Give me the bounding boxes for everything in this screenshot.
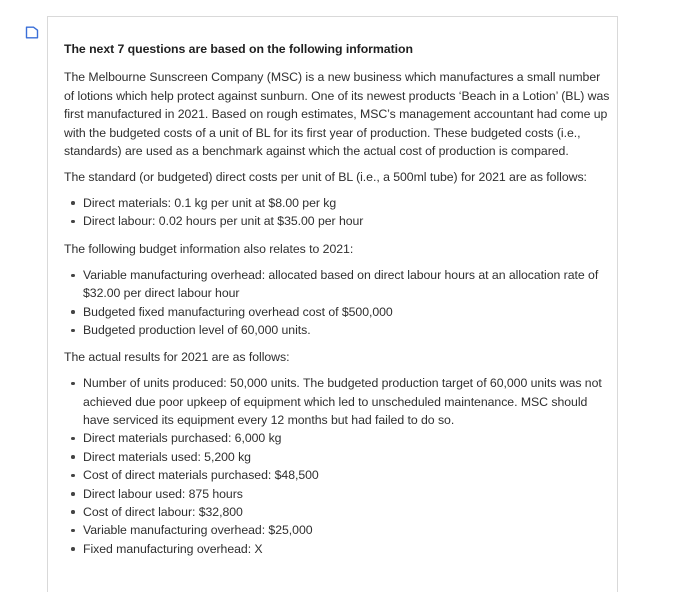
list-item: Variable manufacturing overhead: allocated based on direct labour hours at an allocation rate of $32.00 per direct labour hour [83,266,612,303]
list-item: Direct labour used: 875 hours [83,485,612,503]
list-item: Variable manufacturing overhead: $25,000 [83,521,612,539]
standard-costs-list [64,194,612,231]
list-item: Budgeted fixed manufacturing overhead cost of $500,000 [83,303,612,321]
list-item: Cost of direct labour: $32,800 [83,503,612,521]
list-item: Budgeted production level of 60,000 units. [83,321,612,339]
document-icon[interactable] [25,26,39,39]
list-item: Cost of direct materials purchased: $48,500 [83,466,612,484]
question-heading: The next 7 questions are based on the following information [64,42,413,56]
list-item: Direct labour: 0.02 hours per unit at $35.00 per hour [83,212,612,230]
intro-paragraph: The Melbourne Sunscreen Company (MSC) is a new business which manufactures a small number of lotions which help protect against sunburn. One of its newest products ‘Beach in a Lotion’ (BL) was first manufactured in 2021. Based on rough estimates, MSC’s management accountant had come up with the budgeted costs of a unit of BL for its first year of production. These budgeted costs (i.e., standards) are used as a benchmark against which the actual cost of production is compared. [64,70,610,159]
list-item: Fixed manufacturing overhead: X [83,540,612,558]
list-item: Direct materials used: 5,200 kg [83,448,612,466]
list-item: Direct materials purchased: 6,000 kg [83,429,612,447]
actual-results-intro: The actual results for 2021 are as follows: [64,349,290,364]
standard-costs-intro: The standard (or budgeted) direct costs per unit of BL (i.e., a 500ml tube) for 2021 are as follows: [64,170,587,185]
budget-info-intro: The following budget information also relates to 2021: [64,241,354,256]
list-item: Direct materials: 0.1 kg per unit at $8.00 per kg [83,194,612,212]
budget-info-list [64,266,612,340]
actual-results-list [64,374,612,558]
question-content [64,40,612,567]
list-item: Number of units produced: 50,000 units. The budgeted production target of 60,000 units was not achieved due poor upkeep of equipment which led to unscheduled maintenance. MSC should have serviced its equipment every 12 months but had failed to do so. [83,374,612,429]
